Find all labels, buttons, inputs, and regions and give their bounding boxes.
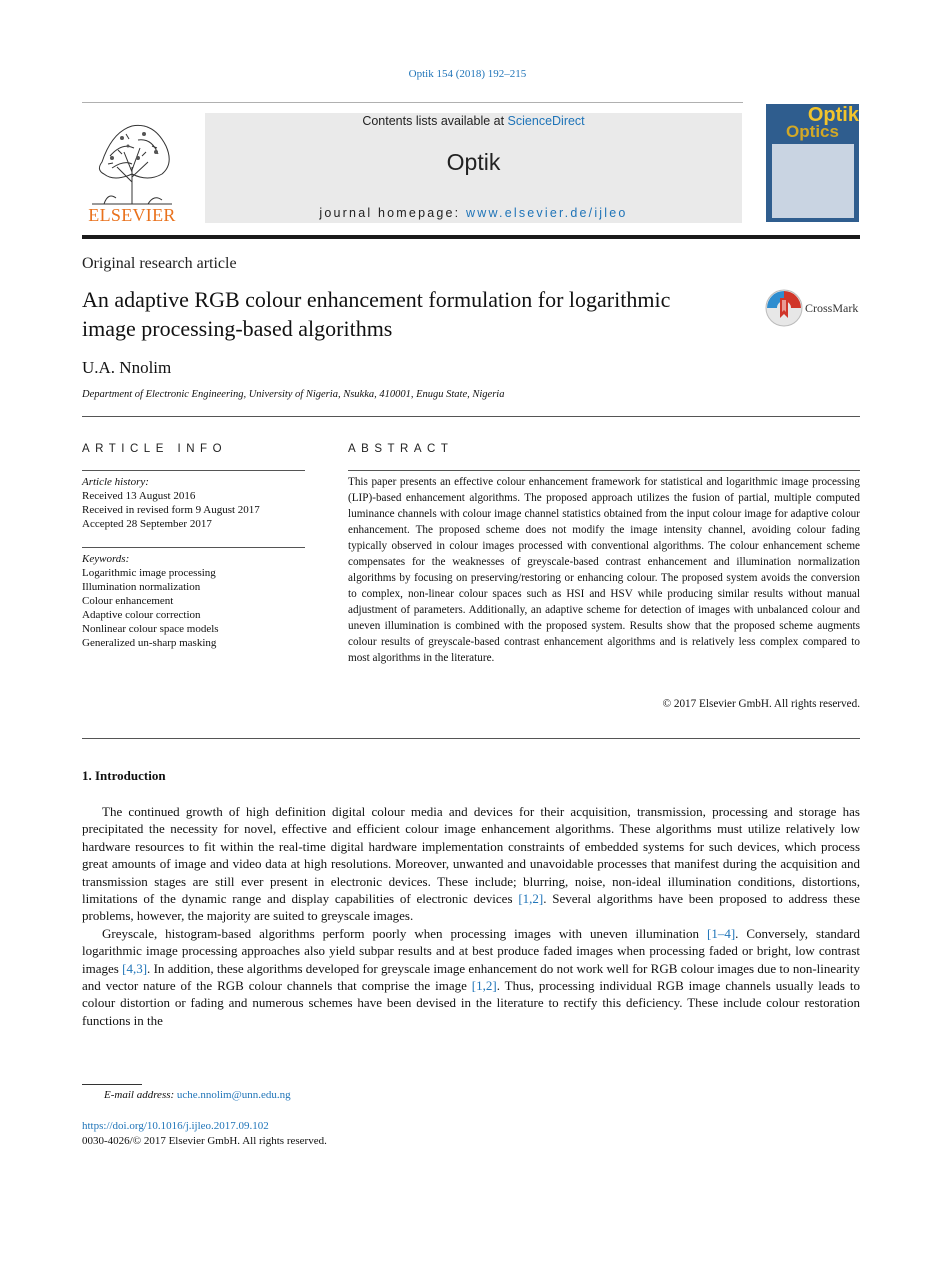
keywords-rule [82,547,305,548]
history-label: Article history: [82,476,149,488]
cover-contents-panel [772,144,854,218]
intro-paragraph-2 [82,925,860,1029]
history-received: Received 13 August 2016 [82,490,196,502]
homepage-line [205,206,742,220]
intro-p2-text: . Thus, processing individual RGB image channels usually leads to colour distortion or fading and numerous schemes have been devised in the literature to rectify this deficiency. These include colour restoration functions in the [82,978,861,1028]
intro-p1-text: . Several algorithms have been proposed to address these problems, however, the majority are suited to greyscale images. [82,891,861,924]
header-thick-rule [82,235,860,239]
keywords-label: Keywords: [82,553,130,565]
email-label: E-mail address: [104,1089,177,1101]
crossmark-icon [764,288,804,328]
citation-link[interactable]: [1,2] [518,891,544,907]
keyword-item: Adaptive colour correction [82,609,201,621]
introduction-heading: 1. Introduction [82,768,166,783]
intro-p2-text: Greyscale, histogram-based algorithms perform poorly when processing images with uneven illumination [102,925,707,941]
keyword-item: Nonlinear colour space models [82,623,219,635]
keyword-item: Colour enhancement [82,595,174,607]
abstract-copyright: © 2017 Elsevier GmbH. All rights reserved. [662,698,860,710]
homepage-prefix: journal homepage: [319,206,467,220]
crossmark-badge[interactable] [764,288,864,328]
intro-p1-text: The continued growth of high definition digital colour media and devices for their acquisition, transmission, processing and storage has precipitated the necessity for novel, effective and efficient colour image enhancement algorithms. These algorithms must utilize relatively low hardware resources to fit within the real-time digital hardware implementation constraints of embedded systems for such devices, which process great amounts of image and video data at high resolutions. Moreover, unwanted and unavoidable processes that manifest during the acquisition and transmission stages are still ever present in electronic devices. These include; blurring, noise, non-ideal illumination conditions, distortions, limitations of the dynamic range and display capabilities of electronic devices [82,804,860,907]
intro-paragraph-1 [82,803,860,925]
author-affiliation: Department of Electronic Engineering, University of Nigeria, Nsukka, 410001, Enugu State, Nigeria [82,389,505,400]
history-accepted: Accepted 28 September 2017 [82,518,212,530]
abstract-rule [348,470,860,471]
journal-name: Optik [446,149,501,175]
doi-link[interactable]: https://doi.org/10.1016/j.ijleo.2017.09.102 [82,1120,269,1132]
keyword-item: Logarithmic image processing [82,567,216,579]
abstract-text: This paper presents an effective colour enhancement framework for statistical and logarithmic image processing (LIP)-based enhancement algorithms. The proposed approach utilizes the fusion of partial, multiple computed luminance channels with colour image channel statistics obtained from the input colour image for adaptive colour enhancement. The proposed scheme does not modify the image intensity channel, avoiding colour fading typically observed in colour images processed with conventional algorithms. The colour enhancement scheme compensates for the weaknesses of greyscale-based contrast enhancement and illumination normalization algorithms by focusing on preserving/restoring or enhancing colour. The proposed system avoids the conversion to complex, non-linear colour spaces such as HSI and HSV while producing similar results without manual adjustment of parameters. Additionally, an adaptive scheme for detection of images with unbalanced colour and uneven illumination is combined with the proposed system. Results show that the proposed scheme augments colour results of greyscale-based contrast enhancement algorithms and is relatively less complex compared to most algorithms in the literature. [348,476,860,664]
top-rule [82,102,743,103]
author-name: U.A. Nnolim [82,358,172,377]
body-rule [82,738,860,739]
intro-p2-text: . In addition, these algorithms developed for greyscale image enhancement do not work well for RGB colour images due to non-linearity and vector nature of the RGB colour channels that comprise the image [82,960,860,994]
contents-prefix: Contents lists available at [362,114,508,128]
cover-subtitle: Optics [786,122,839,141]
keywords-list [82,552,305,650]
article-type: Original research article [82,255,237,272]
article-history [82,475,305,531]
homepage-link[interactable]: www.elsevier.de/ijleo [466,206,628,220]
crossmark-label: CrossMark [805,301,859,315]
citation-link[interactable]: [4,3] [122,960,148,976]
abstract-heading: ABSTRACT [348,443,454,455]
keyword-item: Illumination normalization [82,581,201,593]
article-info-rule [82,470,305,471]
abstract-body [348,474,860,666]
cover-title: Optik [807,104,859,126]
email-link[interactable]: uche.nnolim@unn.edu.ng [176,1089,291,1101]
journal-cover-thumbnail[interactable] [766,104,859,222]
journal-reference[interactable]: Optik 154 (2018) 192–215 [408,68,527,80]
history-revised: Received in revised form 9 August 2017 [82,504,260,516]
keyword-item: Generalized un-sharp masking [82,637,217,649]
elsevier-wordmark: ELSEVIER [88,205,176,225]
introduction-body [82,803,860,1029]
contents-line [205,114,742,128]
footnote-rule [82,1084,142,1085]
affiliation-rule [82,416,860,417]
author-email-footnote [104,1089,291,1101]
article-title: An adaptive RGB colour enhancement formulation for logarithmic image processing-based algorithms [82,287,671,341]
sciencedirect-link[interactable]: ScienceDirect [507,114,585,128]
article-info-heading: ARTICLE INFO [82,443,228,455]
citation-link[interactable]: [1–4] [706,925,736,941]
citation-link[interactable]: [1,2] [471,978,497,994]
intro-p2-text: . Conversely, standard logarithmic image processing approaches also yield subpar results and at best produce faded images when processing faded or bright, low contrast images [82,925,860,976]
issn-copyright: 0030-4026/© 2017 Elsevier GmbH. All rights reserved. [82,1135,327,1147]
